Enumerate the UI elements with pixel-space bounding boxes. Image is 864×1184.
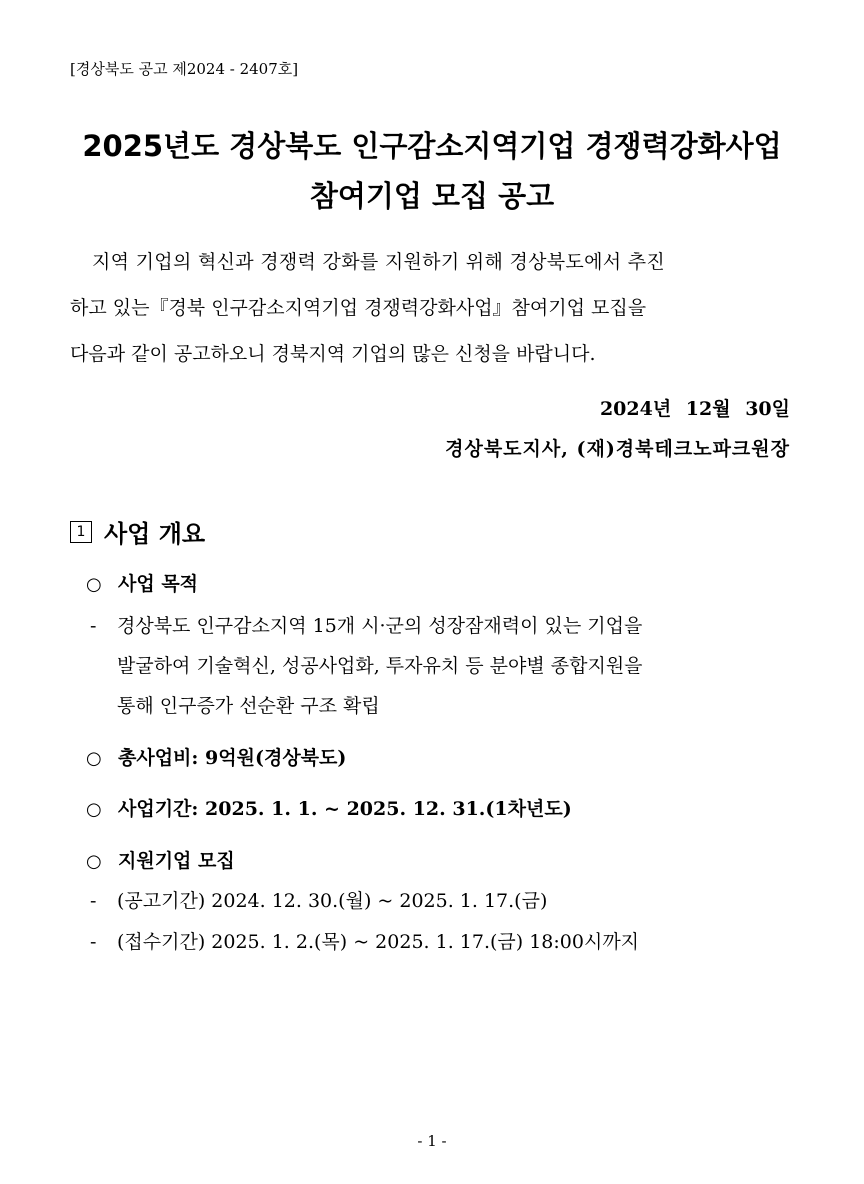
recruit-label: 지원기업 모집 xyxy=(118,850,235,872)
section-number-box: 1 xyxy=(70,521,92,543)
section-heading xyxy=(70,514,205,549)
notice-number: [경상북도 공고 제2024 - 2407호] xyxy=(70,60,299,78)
page-number: - 1 - xyxy=(417,1132,447,1150)
notice-period-text: (공고기간) 2024. 12. 30.(월) ~ 2025. 1. 17.(금) xyxy=(117,890,548,912)
intro-paragraph-line-1: 지역 기업의 혁신과 경쟁력 강화를 지원하기 위해 경상북도에서 추진 xyxy=(92,251,666,273)
dash-bullet-icon: - xyxy=(90,931,97,953)
receipt-period-text: (접수기간) 2025. 1. 2.(목) ~ 2025. 1. 17.(금) 18:00시까지 xyxy=(117,931,640,953)
period-item xyxy=(86,794,572,821)
period-text: 사업기간: 2025. 1. 1. ~ 2025. 12. 31.(1차년도) xyxy=(118,798,572,820)
purpose-detail-line-1: 경상북도 인구감소지역 15개 시·군의 성장잠재력이 있는 기업을 xyxy=(117,615,643,637)
circle-bullet-icon: ○ xyxy=(86,748,102,769)
issuing-organization: 경상북도지사, (재)경북테크노파크원장 xyxy=(445,438,790,460)
intro-paragraph-line-3: 다음과 같이 공고하오니 경북지역 기업의 많은 신청을 바랍니다. xyxy=(70,343,596,365)
budget-item xyxy=(86,743,346,770)
intro-paragraph-line-2: 하고 있는『경북 인구감소지역기업 경쟁력강화사업』참여기업 모집을 xyxy=(70,297,647,319)
purpose-detail xyxy=(90,611,642,638)
purpose-detail-line-2: 발굴하여 기술혁신, 성공사업화, 투자유치 등 분야별 종합지원을 xyxy=(117,655,643,677)
receipt-period-item xyxy=(90,927,639,954)
circle-bullet-icon: ○ xyxy=(86,799,102,820)
announcement-date: 2024년 12월 30일 xyxy=(599,398,790,420)
purpose-detail-line-3: 통해 인구증가 선순환 구조 확립 xyxy=(117,695,380,717)
purpose-heading xyxy=(86,569,198,596)
document-title-line-2: 참여기업 모집 공고 xyxy=(309,179,555,213)
document-title-line-1: 2025년도 경상북도 인구감소지역기업 경쟁력강화사업 xyxy=(82,129,782,163)
circle-bullet-icon: ○ xyxy=(86,574,102,595)
purpose-label: 사업 목적 xyxy=(118,573,199,595)
notice-period-item xyxy=(90,886,547,913)
budget-text: 총사업비: 9억원(경상북도) xyxy=(118,747,347,769)
dash-bullet-icon: - xyxy=(90,890,97,912)
recruit-heading xyxy=(86,846,235,873)
section-title: 사업 개요 xyxy=(104,520,206,548)
dash-bullet-icon: - xyxy=(90,615,97,637)
circle-bullet-icon: ○ xyxy=(86,851,102,872)
